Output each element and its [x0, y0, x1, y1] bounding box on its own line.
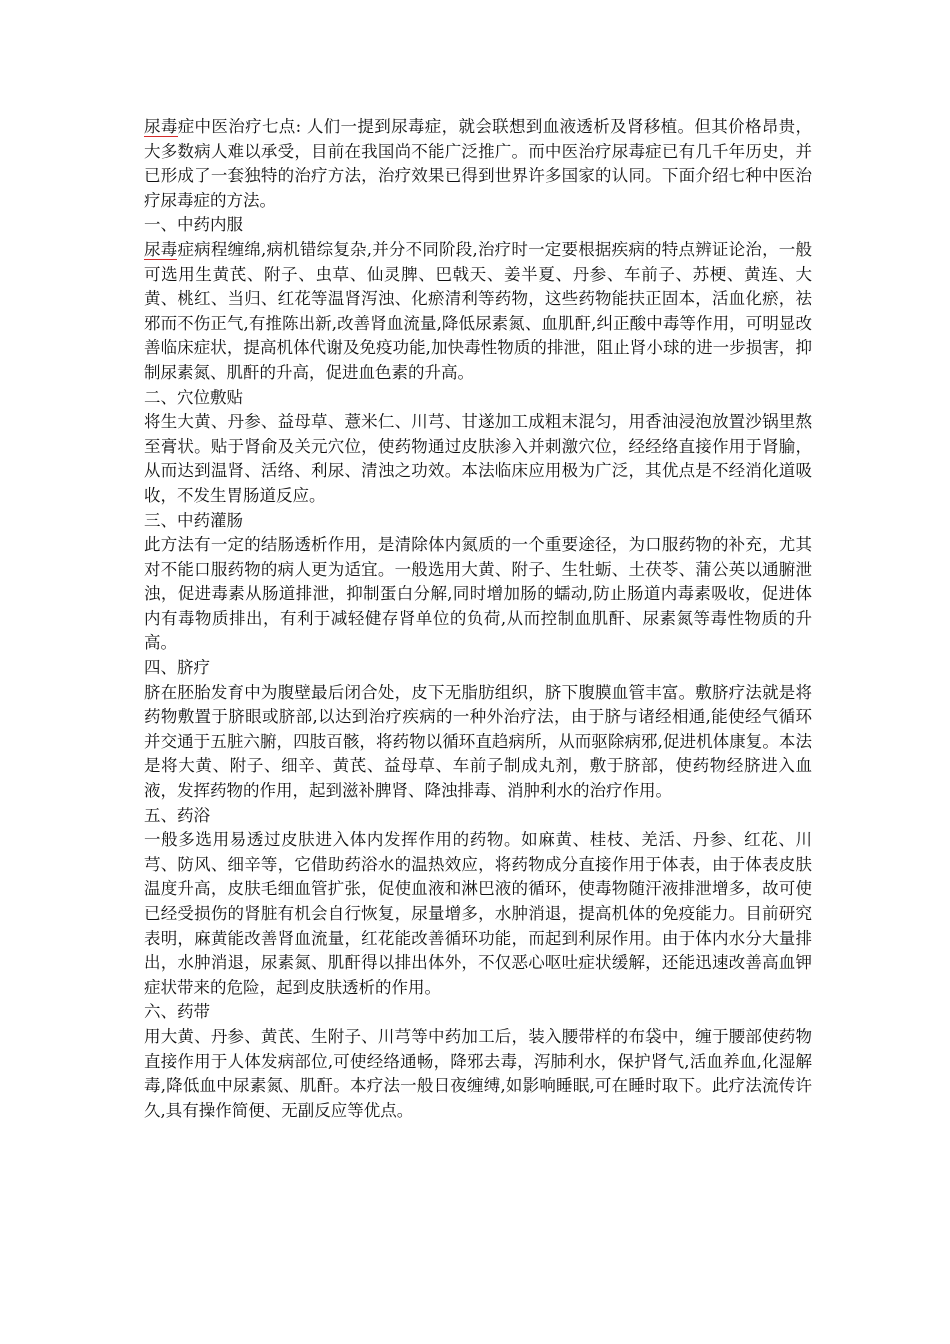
section-2-heading: 二、穴位敷贴 — [144, 387, 243, 407]
document-page — [144, 115, 812, 1123]
section-3-heading: 三、中药灌肠 — [144, 510, 243, 530]
intro-underlined-term: 尿毒 — [144, 117, 178, 136]
intro-text: 症中医治疗七点: 人们一提到尿毒症，就会联想到血液透析及肾移植。但其价格昂贵，大多数病人难以承受，目前在我国尚不能广泛推广。而中医治疗尿毒症已有几千年历史，并已形成了一套独特的治疗方法，治疗效果已得到世界许多国家的认同。下面介绍七种中医治疗尿毒症的方法。 — [144, 117, 812, 210]
section-2-body: 将生大黄、丹参、益母草、薏米仁、川芎、甘遂加工成粗末混匀，用香油浸泡放置沙锅里熬至膏状。贴于肾俞及关元穴位，使药物通过皮肤渗入并刺激穴位，经经络直接作用于肾腧，从而达到温肾、活络、利尿、清浊之功效。本法临床应用极为广泛，其优点是不经消化道吸收，不发生胃肠道反应。 — [144, 412, 812, 505]
section-1-underlined-term: 尿毒 — [144, 239, 178, 259]
section-1-heading: 一、中药内服 — [144, 215, 243, 235]
section-4-body: 脐在胚胎发育中为腹壁最后闭合处，皮下无脂肪组织，脐下腹膜血管丰富。敷脐疗法就是将药物敷置于脐眼或脐部,以达到治疗疾病的一种外治疗法，由于脐与诸经相通,能使经气循环并交通于五脏六腑，四肢百骸，将药物以循环直趋病所，从而驱除病邪,促进机体康复。本法是将大黄、附子、细辛、黄芪、益母草、车前子制成丸剂，敷于脐部，使药物经脐进入血液，发挥药物的作用，起到滋补脾肾、降浊排毒、消肿利水的治疗作用。 — [144, 682, 812, 801]
section-5-body: 一般多选用易透过皮肤进入体内发挥作用的药物。如麻黄、桂枝、羌活、丹参、红花、川芎、防风、细辛等，它借助药浴水的温热效应，将药物成分直接作用于体表，由于体表皮肤温度升高，皮肤毛细血管扩张，促使血液和淋巴液的循环，使毒物随汗液排泄增多，故可使已经受损伤的肾脏有机会自行恢复，尿量增多，水肿消退，提高机体的免疫能力。目前研究表明，麻黄能改善肾血流量，红花能改善循环功能，而起到利尿作用。由于体内水分大量排出，水肿消退，尿素氮、肌酐得以排出体外，不仅恶心呕吐症状缓解，还能迅速改善高血钾症状带来的危险，起到皮肤透析的作用。 — [144, 830, 812, 997]
section-6-heading: 六、药带 — [144, 1002, 210, 1022]
section-1-text: 症病程缠绵,病机错综复杂,并分不同阶段,治疗时一定要根据疾病的特点辨证论治，一般可选用生黄芪、附子、虫草、仙灵脾、巴戟天、姜半夏、丹参、车前子、苏梗、黄连、大黄、桃红、当归、红花等温肾泻浊、化瘀清利等药物，这些药物能扶正固本，活血化瘀，祛邪而不伤正气,有推陈出新,改善肾血流量,降低尿素氮、血肌酐,纠正酸中毒等作用，可明显改善临床症状，提高机体代谢及免疫功能,加快毒性物质的排泄，阻止肾小球的进一步损害，抑制尿素氮、肌酐的升高，促进血色素的升高。 — [144, 239, 812, 382]
section-4-heading: 四、脐疗 — [144, 658, 210, 678]
section-5-heading: 五、药浴 — [144, 805, 210, 825]
intro-paragraph — [144, 115, 812, 213]
section-3-body: 此方法有一定的结肠透析作用，是清除体内氮质的一个重要途径，为口服药物的补充，尤其对不能口服药物的病人更为适宜。一般选用大黄、附子、生牡蛎、土茯苓、蒲公英以通腑泄浊，促进毒素从肠道排泄，抑制蛋白分解,同时增加肠的蠕动,防止肠道内毒素吸收，促进体内有毒物质排出，有利于减轻健存肾单位的负荷,从而控制血肌酐、尿素氮等毒性物质的升高。 — [144, 535, 812, 653]
section-1-body — [144, 238, 812, 386]
section-6-body: 用大黄、丹参、黄芪、生附子、川芎等中药加工后，装入腰带样的布袋中，缠于腰部使药物直接作用于人体发病部位,可使经络通畅，降邪去毒，泻肺利水，保护肾气,活血养血,化湿解毒,降低血中尿素氮、肌酐。本疗法一般日夜缠缚,如影响睡眠,可在睡时取下。此疗法流传许久,具有操作简便、无副反应等优点。 — [144, 1026, 812, 1120]
